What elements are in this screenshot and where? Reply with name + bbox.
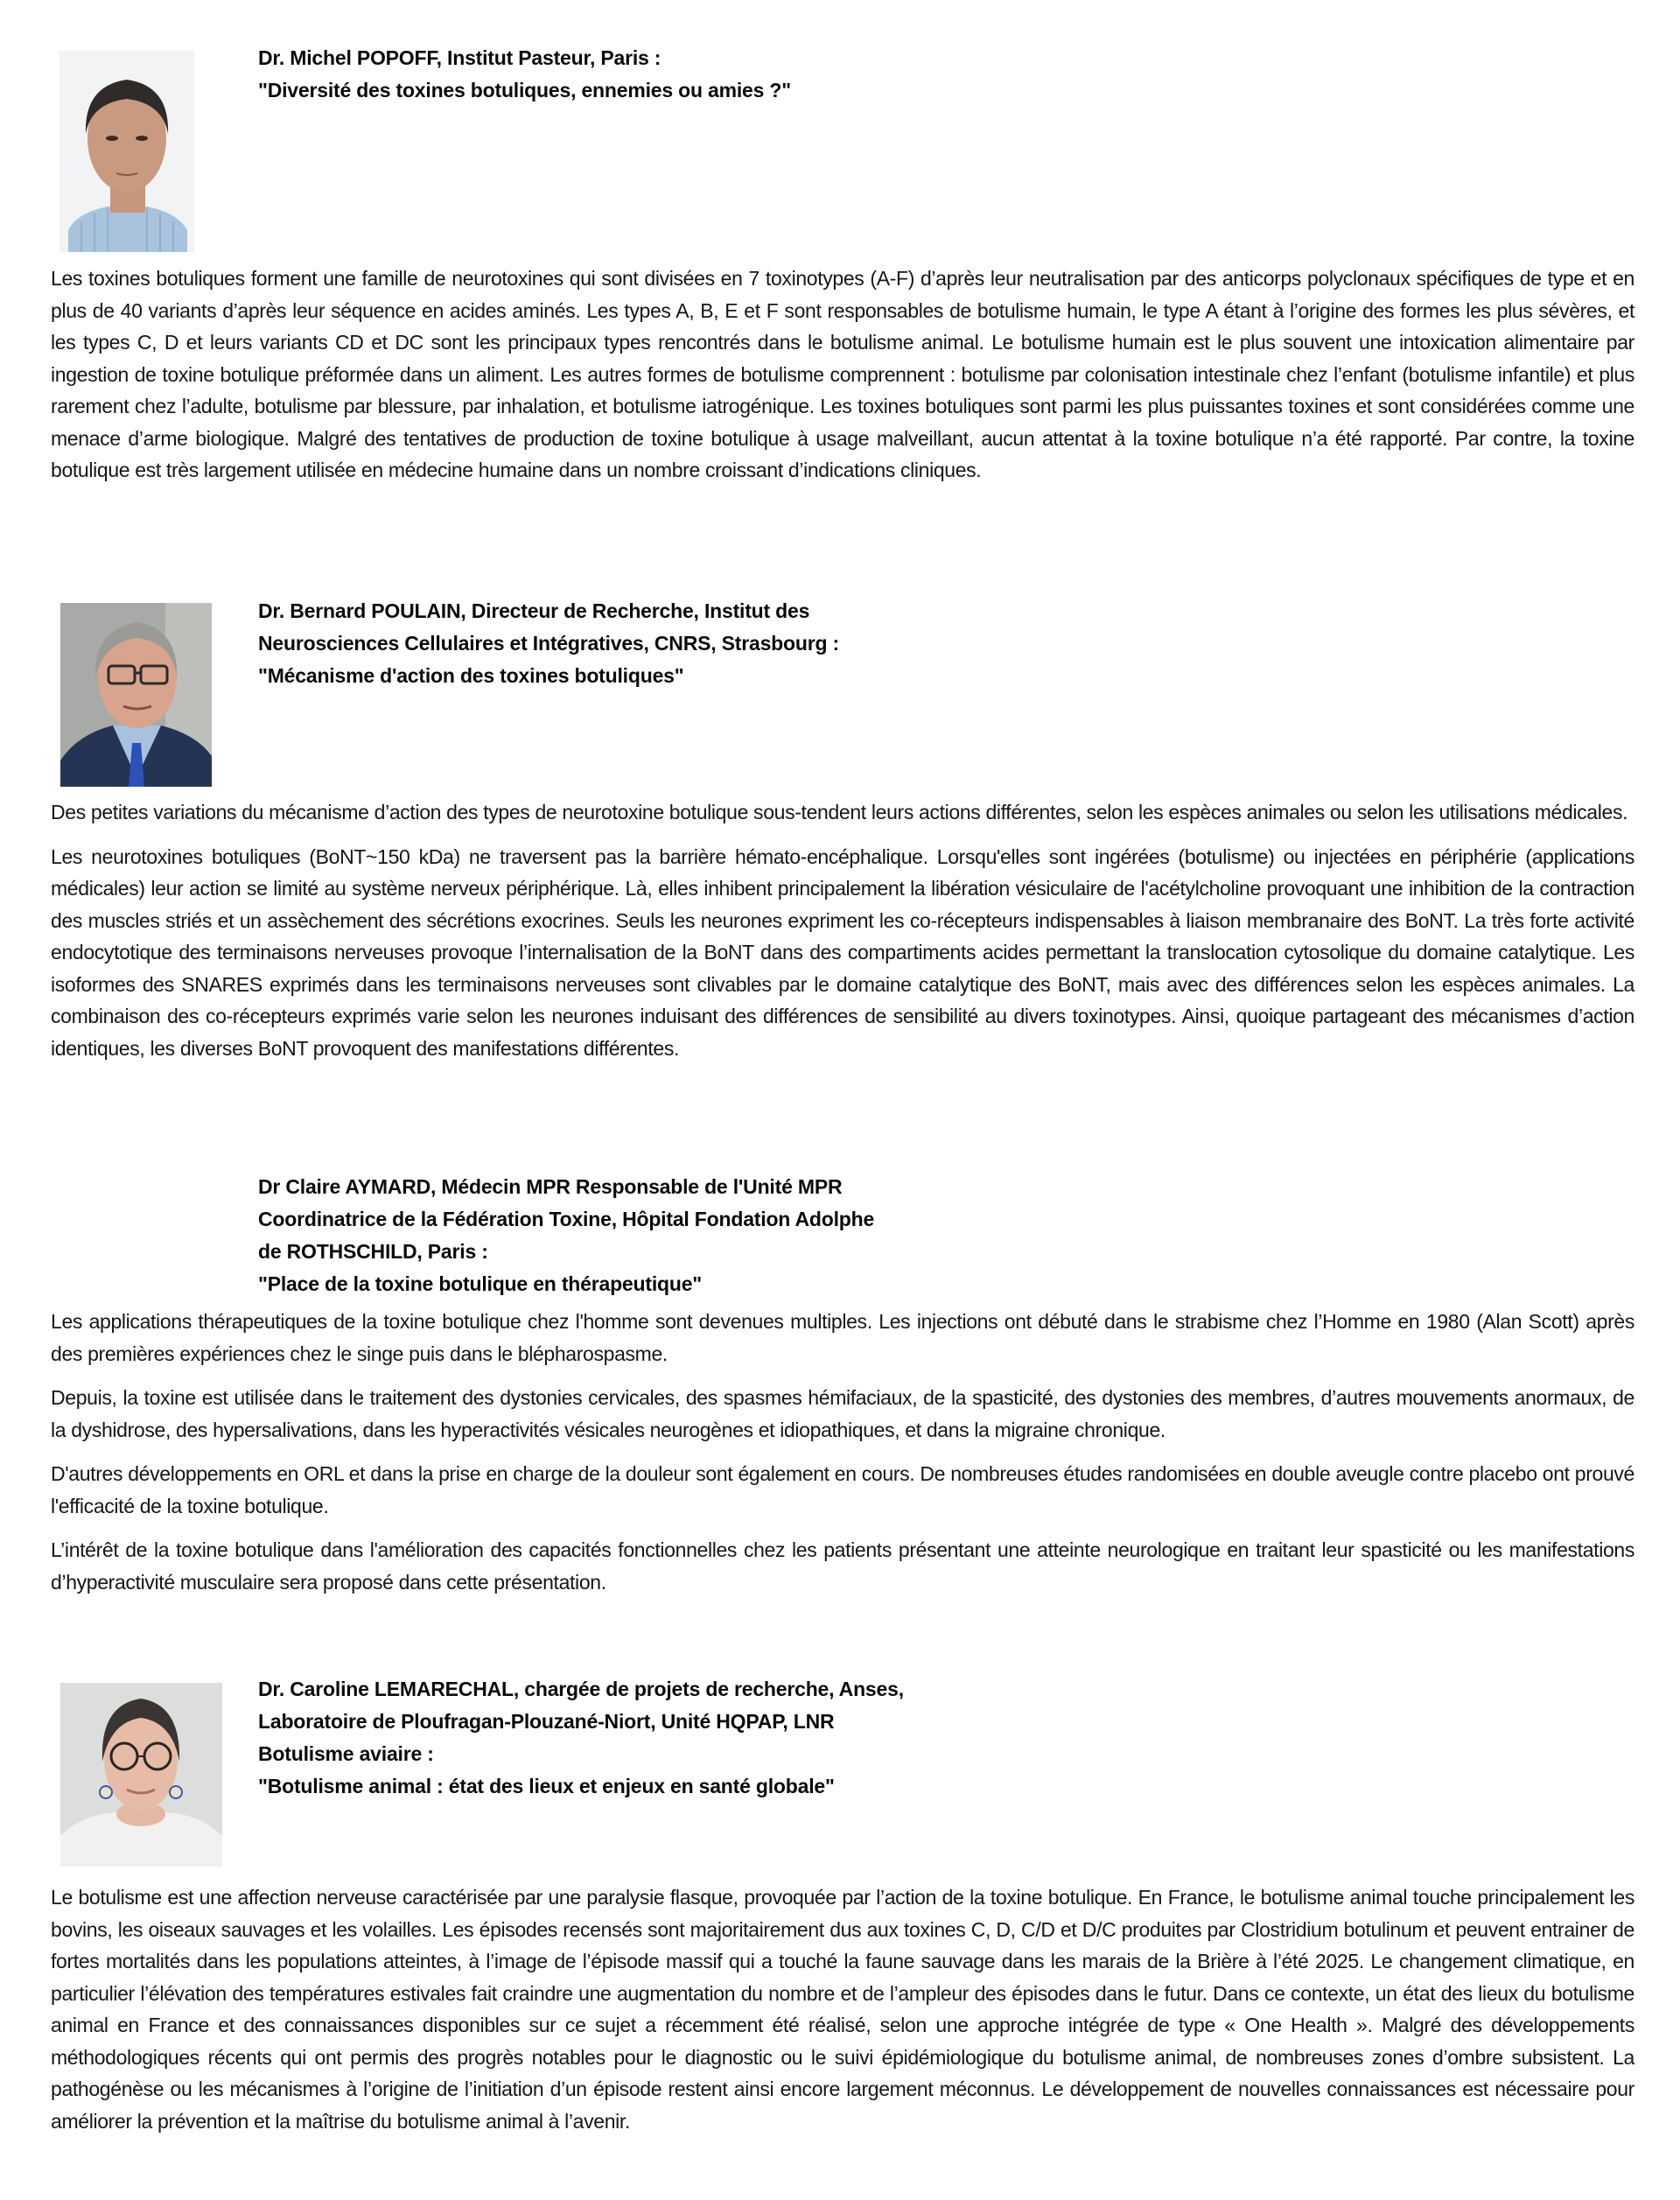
portrait-image — [60, 1683, 222, 1867]
abstract-paragraph: Le botulisme est une affection nerveuse caractérisée par une paralysie flasque, provoquée par l’action de la toxine botulique. En France, le botulisme animal touche principalement les bovins, les oiseaux sauvages et les volailles. Les épisodes recensés sont majoritairement dus aux toxines C, D, C/D et D/C produites par Clostridium botulinum et peuvent entrainer de fortes mortalités dans les populations atteintes, à l’image de l’épisode massif qui a touché la faune sauvage dans les marais de la Brière à l’été 2025. Le changement climatique, en particulier l’élévation des températures estivales fait craindre une augmentation du nombre et de l’ampleur des épisodes dans le futur. Dans ce contexte, un état des lieux du botulisme animal en France et des connaissances disponibles sur ce sujet a récemment été réalisé, selon une approche intégrée de type « One Health ». Malgré des développements méthodologiques récents qui ont permis des progrès notables pour le diagnostic ou le suivi épidémiologique du botulisme animal, de nombreuses zones d’ombre subsistent. La pathogénèse ou les mécanismes à l’origine de l’initiation d’un épisode restent ainsi encore largement méconnus. Le développement de nouvelles connaissances est nécessaire pour améliorer la prévention et la maîtrise du botulisme animal à l’avenir. — [51, 1886, 1634, 2133]
speaker-name-affiliation: Dr. Michel POPOFF, Institut Pasteur, Paris : — [258, 46, 662, 69]
abstract-lemarechal — [51, 1881, 1634, 2149]
abstract-aymard — [51, 1306, 1634, 1610]
speaker-heading-lemarechal — [258, 1673, 904, 1803]
speaker-photo-poulain — [60, 603, 212, 787]
speaker-photo-lemarechal — [60, 1683, 222, 1867]
speaker-name-affiliation: Dr. Caroline LEMARECHAL, chargée de projets de recherche, Anses, — [258, 1678, 904, 1700]
speaker-affiliation-continued: Laboratoire de Ploufragan-Plouzané-Niort, Unité HQPAP, LNR — [258, 1710, 835, 1733]
talk-title: "Mécanisme d'action des toxines botuliques" — [258, 664, 684, 687]
abstract-poulain — [51, 796, 1634, 1076]
talk-title: "Botulisme animal : état des lieux et enjeux en santé globale" — [258, 1775, 835, 1797]
abstract-paragraph: Depuis, la toxine est utilisée dans le traitement des dystonies cervicales, des spasmes hémifaciaux, de la spasticité, des dystonies des membres, d’autres mouvements anormaux, de la dyshidrose, des hypersalivations, dans les hyperactivités vésicales neurogènes et idiopathiques, et dans la migraine chronique. — [51, 1386, 1634, 1441]
talk-title: "Diversité des toxines botuliques, ennemies ou amies ?" — [258, 79, 791, 102]
speaker-affiliation-continued: Coordinatrice de la Fédération Toxine, Hôpital Fondation Adolphe — [258, 1208, 875, 1230]
abstract-paragraph: Les applications thérapeutiques de la toxine botulique chez l'homme sont devenues multiples. Les injections ont débuté dans le strabisme chez l’Homme en 1980 (Alan Scott) après des premières expériences chez le singe puis dans le blépharospasme. — [51, 1310, 1634, 1365]
talk-title: "Place de la toxine botulique en thérapeutique" — [258, 1272, 702, 1295]
speaker-photo-popoff — [60, 51, 194, 252]
speaker-affiliation-continued: Neurosciences Cellulaires et Intégratives, CNRS, Strasbourg : — [258, 632, 839, 655]
abstract-popoff — [51, 263, 1634, 499]
speaker-heading-popoff — [258, 42, 791, 107]
abstract-paragraph: Les neurotoxines botuliques (BoNT~150 kDa) ne traversent pas la barrière hémato-encéphalique. Lorsqu'elles sont ingérées (botulisme) ou injectées en périphérie (applications médicales) leur action se limité au système nerveux périphérique. Là, elles inhibent principalement la libération vésiculaire de l'acétylcholine provoquant une inhibition de la contraction des muscles striés et un assèchement des sécrétions exocrines. Seuls les neurones expriment les co-récepteurs indispensables à liaison membranaire des BoNT. La très forte activité endocytotique des terminaisons nerveuses provoque l’internalisation de la BoNT dans des compartiments acides permettant la translocation cytosolique du domaine catalytique. Les isoformes des SNARES exprimés dans les terminaisons nerveuses sont clivables par le domaine catalytique des BoNT, mais avec des différences selon les espèces animales. La combinaison des co-récepteurs exprimés varie selon les neurones induisant des différences de sensibilité au divers toxinotypes. Ainsi, quoique partageant des mécanismes d’action identiques, les diverses BoNT provoquent des manifestations différentes. — [51, 844, 1634, 1060]
speaker-heading-aymard — [258, 1171, 874, 1300]
abstract-paragraph: Des petites variations du mécanisme d’action des types de neurotoxine botulique sous-tendent leurs actions différentes, selon les espèces animales ou selon les utilisations médicales. — [51, 801, 1628, 823]
session-label: Botulisme aviaire : — [258, 1742, 434, 1765]
abstract-paragraph: L’intérêt de la toxine botulique dans l'amélioration des capacités fonctionnelles chez les patients présentant une atteinte neurologique en traitant leur spasticité ou les manifestations d’hyperactivité musculaire sera proposé dans cette présentation. — [51, 1538, 1634, 1594]
abstract-paragraph: D'autres développements en ORL et dans la prise en charge de la douleur sont également en cours. De nombreuses études randomisées en double aveugle contre placebo ont prouvé l'efficacité de la toxine botulique. — [51, 1462, 1634, 1517]
portrait-image — [60, 603, 212, 787]
portrait-image — [60, 51, 194, 252]
speaker-name-affiliation: Dr. Bernard POULAIN, Directeur de Recherche, Institut des — [258, 599, 810, 622]
speaker-affiliation-continued: de ROTHSCHILD, Paris : — [258, 1240, 488, 1263]
speaker-heading-poulain — [258, 595, 839, 692]
abstract-paragraph: Les toxines botuliques forment une famille de neurotoxines qui sont divisées en 7 toxinotypes (A-F) d’après leur neutralisation par des anticorps polyclonaux spécifiques de type et en plus de 40 variants d’après leur séquence en acides aminés. Les types A, B, E et F sont responsables de botulisme humain, le type A étant à l’origine des formes les plus sévères, et les types C, D et leurs variants CD et DC sont les principaux types rencontrés dans le botulisme animal. Le botulisme humain est le plus souvent une intoxication alimentaire par ingestion de toxine botulique préformée dans un aliment. Les autres formes de botulisme comprennent : botulisme par colonisation intestinale chez l’enfant (botulisme infantile) et plus rarement chez l’adulte, botulisme par blessure, par inhalation, et botulisme iatrogénique. Les toxines botuliques sont parmi les plus puissantes toxines et sont considérées comme une menace d’arme biologique. Malgré des tentatives de production de toxine botulique à usage malveillant, aucun attentat à la toxine botulique n’a été rapporté. Par contre, la toxine botulique est très largement utilisée en médecine humaine dans un nombre croissant d’indications cliniques. — [51, 267, 1634, 481]
speaker-name-affiliation: Dr Claire AYMARD, Médecin MPR Responsable de l'Unité MPR — [258, 1175, 843, 1198]
